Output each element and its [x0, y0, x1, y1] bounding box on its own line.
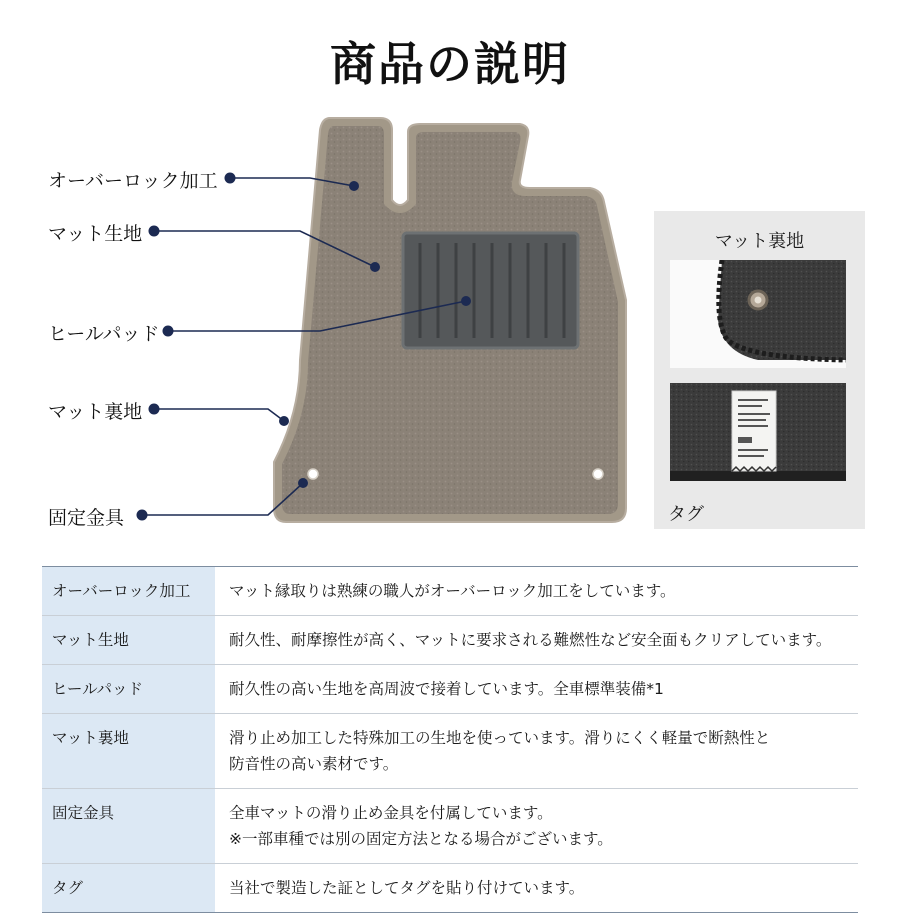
target-dot-fixture [298, 478, 308, 488]
target-dot-backing [279, 416, 289, 426]
tag-photo [670, 383, 846, 481]
callout-dot-heelpad [163, 326, 174, 337]
callout-dot-overlock [225, 173, 236, 184]
row-text-line: マット縁取りは熟練の職人がオーバーロック加工をしています。 [229, 582, 676, 600]
table-row [42, 714, 858, 789]
row-text [215, 714, 858, 789]
callout-label-fixture: 固定金具 [48, 507, 125, 529]
row-text-line: ※一部車種では別の固定方法となる場合がございます。 [229, 830, 613, 848]
description-table [42, 566, 858, 913]
row-text-line: 全車マットの滑り止め金具を付属しています。 [229, 804, 553, 822]
callout-dot-fabric [149, 226, 160, 237]
row-text [215, 789, 858, 864]
fixture-hole-left [308, 469, 318, 479]
target-dot-fabric [370, 262, 380, 272]
page-title: 商品の説明 [330, 37, 570, 91]
row-text [215, 616, 858, 665]
row-text-line: 耐久性、耐摩擦性が高く、マットに要求される難燃性など安全面もクリアしています。 [229, 631, 832, 649]
row-text-line: 耐久性の高い生地を高周波で接着しています。全車標準装備*1 [229, 680, 664, 698]
row-text-line: 防音性の高い素材です。 [229, 755, 399, 773]
fixture-hole-right [593, 469, 603, 479]
row-text [215, 864, 858, 913]
tag-caption: タグ [668, 504, 704, 525]
row-text [215, 665, 858, 714]
table-row [42, 789, 858, 864]
callout-dot-backing [149, 404, 160, 415]
backing-corner-photo [670, 260, 846, 368]
row-label: タグ [42, 864, 215, 913]
row-label: 固定金具 [42, 789, 215, 864]
row-label: ヒールパッド [42, 665, 215, 714]
target-dot-overlock [349, 181, 359, 191]
callout-dot-fixture [137, 510, 148, 521]
row-text [215, 567, 858, 616]
row-label: マット裏地 [42, 714, 215, 789]
table-row [42, 665, 858, 714]
callout-label-heelpad: ヒールパッド [48, 323, 160, 345]
row-text-line: 滑り止め加工した特殊加工の生地を使っています。滑りにくく軽量で断熱性と [229, 729, 771, 747]
callout-label-overlock: オーバーロック加工 [48, 170, 218, 192]
table-row [42, 567, 858, 616]
side-panel-title: マット裏地 [714, 231, 805, 252]
table-row [42, 864, 858, 913]
row-label: マット生地 [42, 616, 215, 665]
row-text-line: 当社で製造した証としてタグを貼り付けています。 [229, 879, 585, 897]
leader-backing [156, 409, 284, 421]
callout-label-backing: マット裏地 [48, 401, 143, 423]
row-label: オーバーロック加工 [42, 567, 215, 616]
callout-label-fabric: マット生地 [48, 223, 143, 245]
table-row [42, 616, 858, 665]
target-dot-heelpad [461, 296, 471, 306]
backing-detail-panel [654, 211, 865, 529]
